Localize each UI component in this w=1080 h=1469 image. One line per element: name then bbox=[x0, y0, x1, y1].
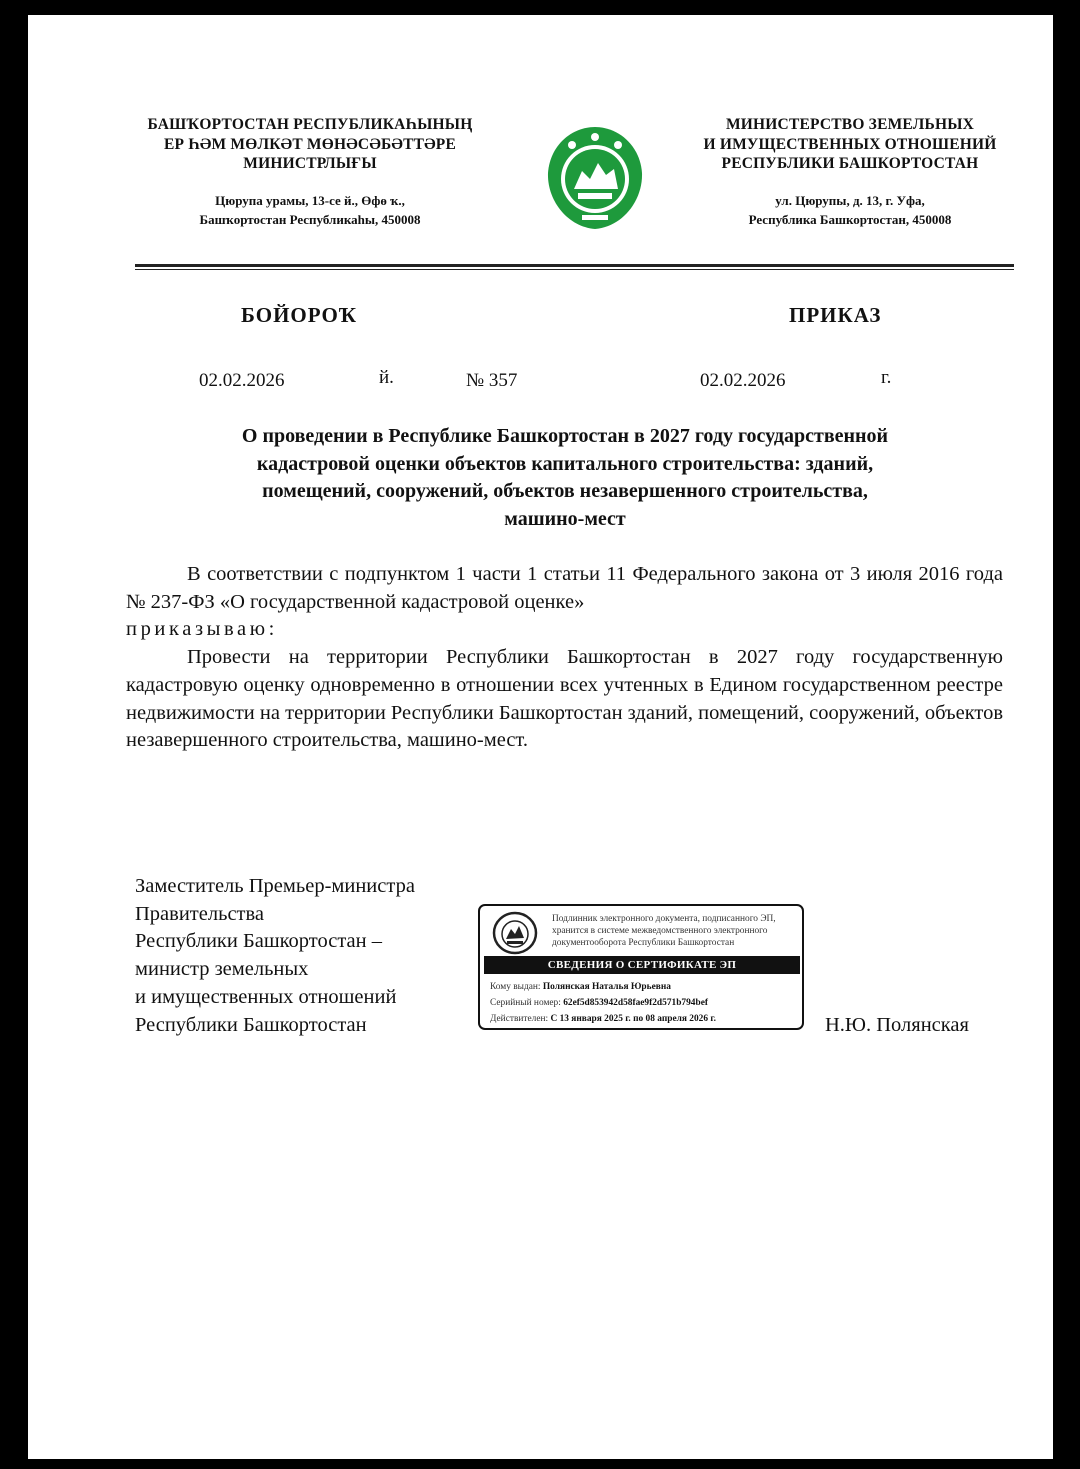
header-right-line: МИНИСТЕРСТВО ЗЕМЕЛЬНЫХ bbox=[725, 116, 975, 133]
stamp-serial-row bbox=[490, 997, 708, 1009]
header-divider bbox=[135, 264, 1014, 267]
date-right: 02.02.2026 bbox=[700, 370, 786, 391]
bashkortostan-emblem-icon bbox=[542, 123, 648, 233]
body-directive: приказываю: bbox=[126, 618, 278, 641]
address-line: Республика Башкортостан, 450008 bbox=[748, 212, 952, 227]
position-line: Заместитель Премьер-министра bbox=[135, 875, 415, 897]
issued-label: Кому выдан: bbox=[490, 982, 541, 992]
title-line: О проведении в Республике Башкортостан в 2027 году государственной bbox=[241, 425, 889, 447]
issued-value: Полянская Наталья Юрьевна bbox=[542, 982, 671, 992]
header-right-address bbox=[700, 191, 1000, 229]
address-line: Башҡортостан Республикаһы, 450008 bbox=[199, 212, 421, 227]
notice-line: документооборота Республики Башкортостан bbox=[552, 938, 735, 948]
header-right-title bbox=[670, 115, 1030, 174]
stamp-notice bbox=[552, 913, 802, 949]
header-left-line: БАШҠОРТОСТАН РЕСПУБЛИКАҺЫНЫҢ bbox=[147, 116, 473, 133]
document-number: № 357 bbox=[466, 370, 518, 391]
document-body bbox=[126, 561, 1003, 755]
header-left-line: ЕР ҺӘМ МӨЛКӘТ МӨНӘСӘБӘТТӘРЕ bbox=[163, 135, 457, 153]
valid-value: С 13 января 2025 г. по 08 апреля 2026 г. bbox=[550, 1014, 716, 1024]
header-divider-thin bbox=[135, 269, 1014, 270]
stamp-valid-row bbox=[490, 1013, 716, 1025]
position-line: министр земельных bbox=[135, 958, 309, 981]
position-line: и имущественных отношений bbox=[135, 985, 397, 1008]
stamp-heading: СВЕДЕНИЯ О СЕРТИФИКАТЕ ЭП bbox=[484, 956, 800, 974]
date-left: 02.02.2026 bbox=[199, 370, 285, 391]
header-right-line: И ИМУЩЕСТВЕННЫХ ОТНОШЕНИЙ bbox=[703, 135, 997, 153]
document-page bbox=[28, 15, 1053, 1459]
serial-label: Серийный номер: bbox=[490, 998, 561, 1008]
serial-value: 62ef5d853942d58fae9f2d571b794bef bbox=[563, 998, 708, 1008]
position-line: Правительства bbox=[135, 902, 265, 925]
notice-line: хранится в системе межведомственного электронного bbox=[552, 926, 768, 936]
address-line: Цюрупа урамы, 13-се й., Өфө ҡ., bbox=[215, 193, 405, 208]
address-line: ул. Цюрупы, д. 13, г. Уфа, bbox=[775, 193, 925, 208]
title-line: кадастровой оценки объектов капитального строительства: зданий, bbox=[256, 452, 874, 475]
stamp-issued-row bbox=[490, 981, 671, 993]
header-left-title bbox=[120, 115, 500, 174]
body-paragraph-1: В соответствии с подпунктом 1 части 1 статьи 11 Федерального закона от 3 июля 2016 года № 237-ФЗ «О государственной кадастровой оценке» bbox=[126, 563, 1003, 613]
notice-line: Подлинник электронного документа, подписанного ЭП, bbox=[552, 914, 776, 924]
position-line: Республики Башкортостан bbox=[135, 1013, 367, 1036]
e-signature-stamp bbox=[478, 904, 804, 1030]
document-title bbox=[120, 423, 1010, 533]
position-line: Республики Башкортостан – bbox=[135, 930, 382, 953]
valid-label: Действителен: bbox=[490, 1014, 549, 1024]
doc-kind-left: БОЙОРОҠ bbox=[241, 303, 358, 327]
body-paragraph-2: Провести на территории Республики Башкортостан в 2027 году государственную кадастровую оценку одновременно в отношении всех учтенных в Едином государственном реестре недвижимости на территории Республики Башкортостан зданий, помещений, сооружений, объектов незавершенного строительства, машино-мест. bbox=[126, 646, 1003, 752]
header-left-line: МИНИСТРЛЫҒЫ bbox=[243, 155, 377, 172]
stamp-emblem-icon bbox=[492, 911, 538, 955]
date-right-suffix: г. bbox=[881, 367, 892, 388]
signatory-position bbox=[135, 873, 480, 1039]
signatory-name: Н.Ю. Полянская bbox=[825, 1014, 969, 1036]
header-left-address bbox=[150, 191, 470, 229]
date-left-suffix: й. bbox=[379, 367, 394, 388]
header-right-line: РЕСПУБЛИКИ БАШКОРТОСТАН bbox=[721, 155, 979, 172]
title-line: машино-мест bbox=[504, 507, 626, 530]
doc-kind-right: ПРИКАЗ bbox=[789, 303, 882, 327]
title-line: помещений, сооружений, объектов незавершенного строительства, bbox=[262, 480, 868, 502]
